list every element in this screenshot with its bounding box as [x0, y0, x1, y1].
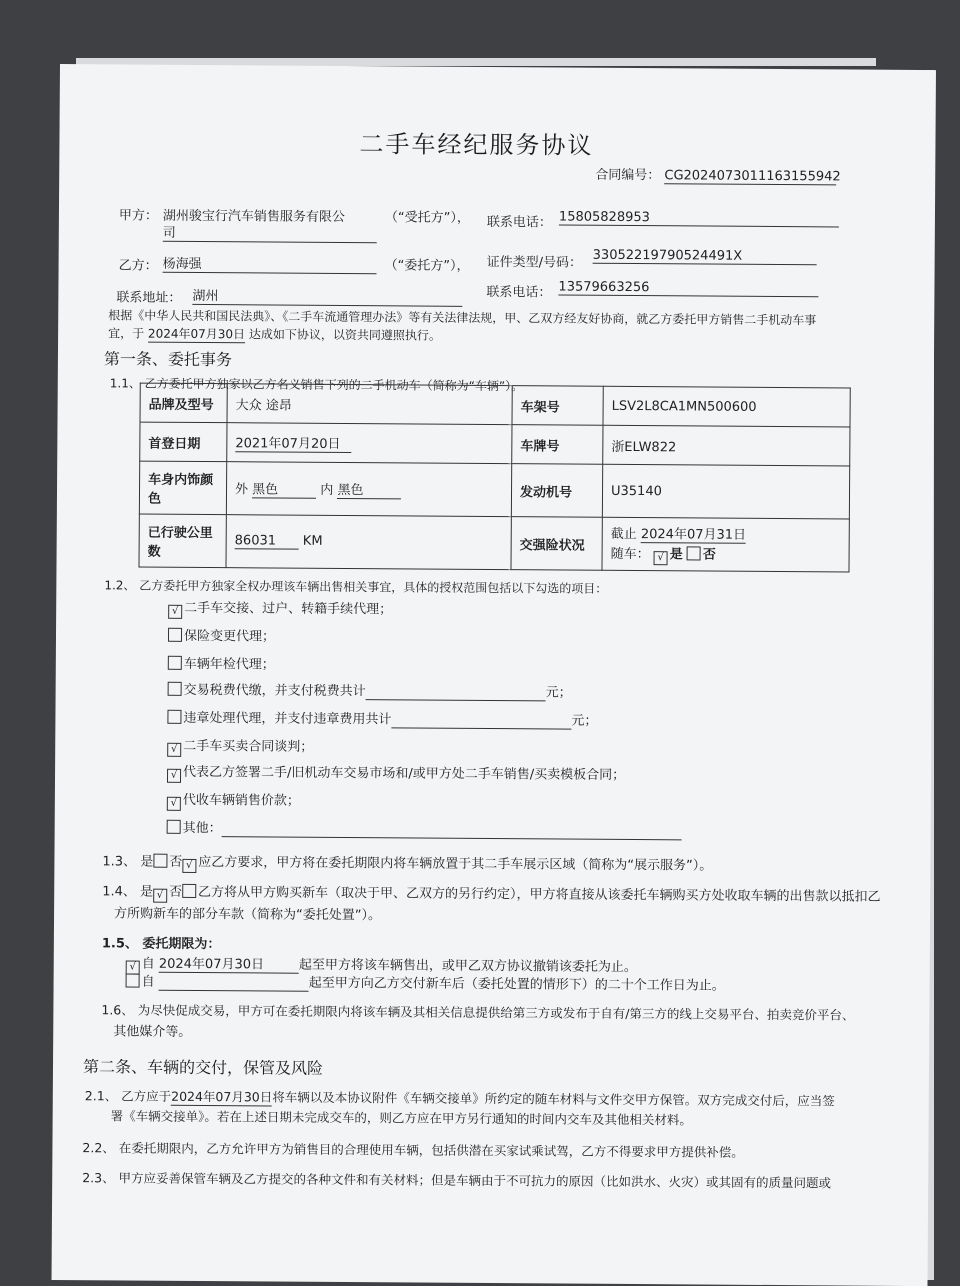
checkbox-checked[interactable]: √ [167, 797, 181, 811]
document-title: 二手车经纪服务协议 [359, 130, 594, 160]
clause-2-1-cont: 署《车辆交接单》。若在上述日期未完成交车的，则乙方应在甲方另行通知的时间内交车及其他相关材料。 [110, 1108, 692, 1128]
clause-2-3: 2.3、 甲方应妥善保管车辆及乙方提交的各种文件和有关材料；但是车辆由于不可抗力的原因（比如洪水、火灾）或其固有的质量问题或 [82, 1170, 832, 1191]
vin-label: 车架号 [512, 386, 603, 426]
contract-number-label: 合同编号： [595, 167, 661, 184]
preamble-line2 [108, 324, 441, 344]
auth-item-label: 车辆年检代理； [183, 656, 275, 673]
clause-1-4-a: 1.4、 是 [102, 884, 154, 900]
engine-value: U35140 [602, 464, 849, 519]
vehicle-table [138, 383, 850, 573]
checkbox-unchecked[interactable] [168, 628, 182, 642]
reg-date-label: 首登日期 [140, 422, 227, 462]
term-start-blank [159, 975, 309, 992]
clause-1-6-cont: 其他媒介等。 [113, 1024, 192, 1040]
brand-label: 品牌及型号 [140, 383, 227, 423]
km-cell [226, 515, 511, 570]
other-blank [222, 821, 682, 840]
insurance-until-label: 截止 [610, 526, 637, 543]
auth-item-3 [168, 653, 275, 673]
auth-item-7 [167, 761, 625, 786]
insurance-until-value: 2024年07月31日 [641, 523, 746, 544]
party-b-label: 乙方： [118, 258, 158, 274]
term-from-label: 自 [141, 974, 155, 990]
clause-1-1: 1.1、 乙方委托甲方独家以乙方名义销售下列的二手机动车（简称为“车辆”）。 [109, 376, 524, 394]
clause-1-5-heading: 1.5、 委托期限为： [101, 936, 221, 953]
party-a-role: （“受托方”）， [384, 210, 470, 226]
reg-date-value: 2021年07月20日 [235, 432, 351, 453]
checkbox-checked[interactable]: √ [182, 859, 196, 873]
clause-1-4-cont: 方所购新车的部分车款（简称为“委托处置”）。 [114, 906, 382, 924]
clause-1-6: 1.6、 为尽快促成交易，甲方可在委托期限内将该车辆及其相关信息提供给第三方或发布于自有/第三方的线上交易平台、拍卖竞价平台、 [101, 1002, 855, 1023]
contract-number-value: CG2024073011163155942 [664, 168, 841, 185]
party-a-name: 湖州骏宝行汽车销售服务有限公 [162, 208, 346, 225]
term-option-2-text: 起至甲方向乙方交付新车后（委托处置的情形下）的二十个工作日为止。 [308, 975, 725, 994]
section-1-heading: 第一条、委托事务 [103, 349, 233, 370]
auth-item-2 [168, 625, 275, 645]
table-row [139, 461, 849, 519]
clause-2-2: 2.2、 在委托期限内，乙方允许甲方为销售目的合理使用车辆，包括供潜在买家试乘试驾，乙方不得要求甲方提供补偿。 [82, 1140, 744, 1160]
checkbox-checked[interactable]: √ [153, 889, 167, 903]
auth-item-8 [167, 789, 300, 812]
clause-2-1-b: 将车辆以及本协议附件《车辆交接单》所约定的随车材料与文件交甲方保管。双方完成交付后，应当签 [272, 1089, 835, 1109]
term-option-1-text: 起至甲方将该车辆售出，或甲乙双方协议撤销该委托为止。 [298, 957, 637, 976]
auth-item-4 [168, 679, 572, 702]
auth-item-label: 其他： [182, 820, 222, 837]
clause-1-3-c: 应乙方要求，甲方将在委托期限内将车辆放置于其二手车展示区域（简称为“展示服务”）。 [198, 854, 713, 874]
party-a-name-cont: 司 [163, 222, 377, 243]
party-b-id: 33052219790524491X [593, 248, 817, 266]
insurance-label: 交强险状况 [511, 517, 602, 571]
auth-item-9 [167, 817, 682, 841]
contract-number [595, 164, 841, 186]
auth-item-label: 保险变更代理； [183, 628, 276, 645]
term-from-label: 自 [141, 956, 155, 972]
table-row [140, 383, 850, 427]
clause-1-3 [102, 850, 712, 876]
color-out-label: 外 [234, 482, 249, 498]
color-out-value: 黑色 [252, 478, 316, 498]
party-b-address-label: 联系地址： [116, 290, 182, 306]
tax-amount-blank [366, 684, 546, 701]
clause-1-4-b: 否 [168, 884, 183, 900]
color-in-value: 黑色 [337, 479, 401, 499]
auth-item-label: 代表乙方签署二手/旧机动车交易市场和/或甲方处二手车销售/买卖模板合同； [183, 764, 626, 783]
insurance-no: 否 [702, 547, 716, 563]
auth-item-5 [167, 707, 597, 730]
clause-1-3-a: 1.3、 是 [102, 854, 154, 870]
checkbox-unchecked[interactable] [167, 710, 181, 724]
plate-label: 车牌号 [512, 425, 603, 465]
clause-1-4-c: 乙方将从甲方购买新车（取决于甲、乙双方的另行约定），甲方将直接从该委托车辆购买方处收取车辆的出售款以抵扣乙 [197, 884, 881, 905]
clause-1-2: 1.2、 乙方委托甲方独家全权办理该车辆出售相关事宜，具体的授权范围包括以下勾选的项目： [104, 578, 608, 596]
term-start-date: 2024年07月30日 [159, 953, 299, 974]
km-unit: KM [302, 533, 323, 549]
auth-item-label: 二手车买卖合同谈判； [183, 738, 314, 755]
auth-item-label: 违章处理代理，并支付违章费用共计 [183, 710, 392, 728]
auth-item-label: 代收车辆销售价款； [182, 792, 300, 809]
checkbox-checked[interactable]: √ [168, 605, 182, 619]
engine-label: 发动机号 [511, 464, 602, 518]
table-row [140, 422, 850, 466]
vin-value: LSV2L8CA1MN500600 [603, 386, 850, 427]
brand-value: 大众 途昂 [227, 384, 512, 425]
contract-page [52, 64, 936, 1286]
color-in-label: 内 [320, 482, 334, 498]
checkbox-checked[interactable]: √ [167, 743, 181, 757]
party-a-phone-label: 联系电话： [486, 214, 552, 231]
reg-date-cell [227, 423, 512, 464]
handover-date: 2024年07月30日 [171, 1088, 273, 1105]
party-b-id-label: 证件类型/号码： [486, 254, 583, 271]
color-label: 车身内饰颜色 [139, 461, 226, 515]
preamble-line1: 根据《中华人民共和国民法典》、《二手车流通管理办法》等有关法律法规，甲、乙双方经友好协商，就乙方委托甲方销售二手机动车事 [108, 308, 817, 328]
violation-amount-blank [391, 712, 571, 729]
insurance-yes: 是 [669, 547, 683, 563]
insurance-cell [602, 517, 849, 572]
insurance-follow-label: 随车： [610, 546, 650, 563]
preamble-text-b: 达成如下协议，以资共同遵照执行。 [248, 327, 441, 343]
table-row [139, 514, 849, 572]
auth-item-label: 交易税费代缴，并支付税费共计 [183, 682, 366, 700]
color-cell [226, 462, 511, 517]
auth-item-6 [167, 735, 313, 758]
km-value: 86031 [235, 533, 299, 549]
preamble-text-a: 宜，于 [108, 326, 145, 341]
auth-item-label: 二手车交接、过户、转籍手续代理； [184, 600, 393, 618]
party-b-role: （“委托方”）， [384, 258, 470, 274]
checkbox-unchecked[interactable] [687, 546, 701, 560]
term-option-2 [126, 970, 725, 994]
checkbox-unchecked[interactable] [168, 656, 182, 670]
party-b-address: 湖州 [192, 285, 462, 307]
checkbox-unchecked[interactable] [182, 884, 196, 898]
section-2-heading: 第二条、车辆的交付，保管及风险 [82, 1057, 324, 1078]
yuan-unit: 元； [545, 685, 572, 701]
checkbox-checked[interactable]: √ [654, 551, 668, 565]
checkbox-checked[interactable]: √ [167, 769, 181, 783]
auth-item-1 [168, 597, 392, 621]
checkbox-unchecked[interactable] [167, 820, 181, 834]
party-b-phone-label: 联系电话： [486, 284, 552, 301]
agreement-date: 2024年07月30日 [147, 326, 246, 342]
checkbox-unchecked[interactable] [126, 973, 140, 987]
km-label: 已行驶公里数 [139, 514, 226, 568]
yuan-unit: 元； [571, 713, 598, 729]
clause-2-1-a: 2.1、 乙方应于 [84, 1088, 172, 1104]
party-b-name: 杨海强 [163, 253, 377, 274]
party-a-phone: 15805828953 [559, 209, 839, 227]
checkbox-unchecked[interactable] [168, 682, 182, 696]
plate-value: 浙ELW822 [603, 425, 850, 466]
checkbox-checked[interactable]: √ [126, 960, 140, 974]
party-b-phone: 13579663256 [558, 279, 818, 297]
party-a-label: 甲方： [118, 208, 159, 224]
checkbox-unchecked[interactable] [153, 854, 167, 868]
clause-1-3-b: 否 [169, 854, 183, 870]
